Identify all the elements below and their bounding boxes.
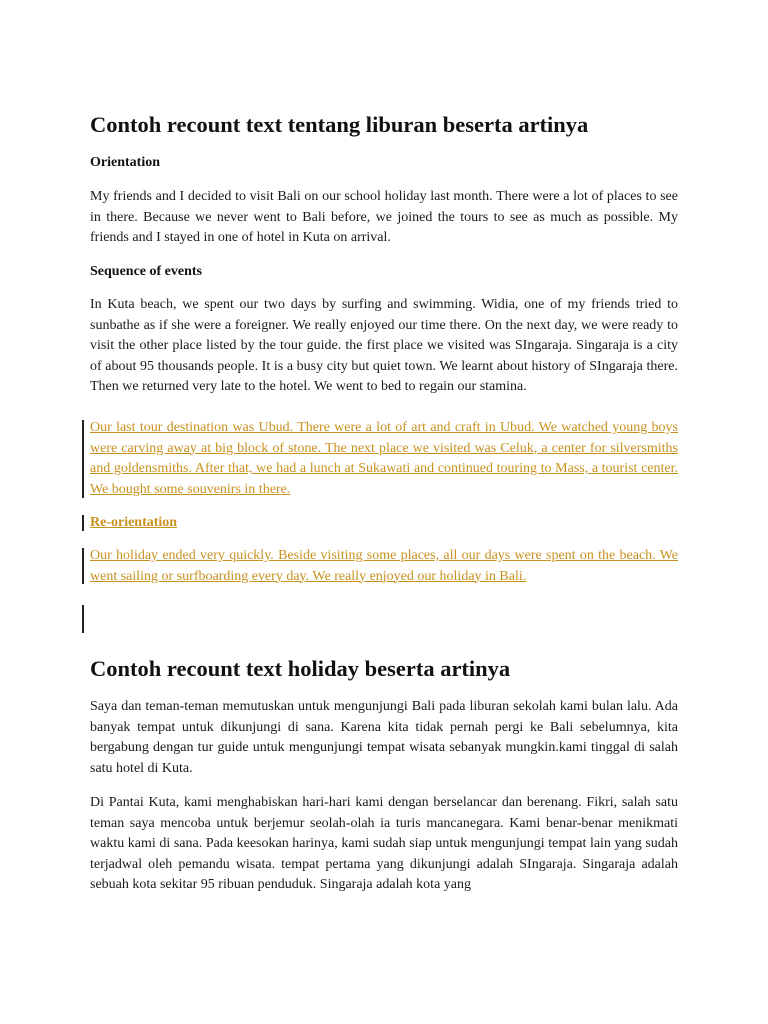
events-tracked-paragraph: Our last tour destination was Ubud. There were a lot of art and craft in Ubud. We watched young boys were carving away at big block of stone. The next place we visited was Celuk, a center for silversmiths and goldensmiths. After that, we had a lunch at Sukawati and continued touring to Mass, a tourist center. We bought some souvenirs in there. bbox=[90, 420, 678, 497]
section2-title: Contoh recount text holiday beserta artinya bbox=[90, 656, 511, 681]
change-bar-reorientation-text bbox=[82, 548, 84, 584]
orientation-heading: Orientation bbox=[90, 155, 160, 170]
events-paragraph: In Kuta beach, we spent our two days by surfing and swimming. Widia, one of my friends tried to sunbathe as if she were a foreigner. We really enjoyed our time there. On the next day, we were ready to visit the other place listed by the tour guide. the first place we visited was SIngaraja. Singaraja is a city of about 95 thousands people. It is a busy city but quiet town. We learnt about history of SIngaraja there. Then we returned very late to the hotel. We went to bed to regain our stamina. bbox=[90, 297, 678, 394]
section1-title: Contoh recount text tentang liburan beserta artinya bbox=[90, 112, 589, 137]
reorientation-paragraph: Our holiday ended very quickly. Beside visiting some places, all our days were spent on the beach. We went sailing or surfboarding every day. We really enjoyed our holiday in Bali. bbox=[90, 548, 678, 584]
change-bar-events bbox=[82, 420, 84, 498]
events-heading: Sequence of events bbox=[90, 264, 202, 279]
change-bar-reorientation-heading bbox=[82, 515, 84, 531]
indonesian-paragraph-1: Saya dan teman-teman memutuskan untuk mengunjungi Bali pada liburan sekolah kami bulan lalu. Ada banyak tempat untuk dikunjungi di sana. Karena kita tidak pernah pergi ke Bali sebelumnya, kita bergabung dengan tur guide untuk mengunjungi tempat wisata sebanyak mungkin.kami tinggal di salah satu hotel di Kuta. bbox=[90, 699, 678, 776]
reorientation-heading: Re-orientation bbox=[90, 515, 178, 530]
text-cursor bbox=[82, 605, 84, 633]
indonesian-paragraph-2: Di Pantai Kuta, kami menghabiskan hari-hari kami dengan berselancar dan berenang. Fikri, salah satu teman saya mencoba untuk berjemur seolah-olah ia turis mancanegara. Kami benar-benar menikmati waktu kami di sana. Pada keesokan harinya, kami sudah siap untuk mengunjungi tempat lain yang sudah terjadwal oleh pemandu wisata. tempat pertama yang dikunjungi adalah SIngaraja. Singaraja adalah sebuah kota sekitar 95 ribuan penduduk. Singaraja adalah kota yang bbox=[90, 795, 678, 892]
orientation-paragraph: My friends and I decided to visit Bali on our school holiday last month. There were a lot of places to see in there. Because we never went to Bali before, we joined the tours to see as much as possible. My friends and I stayed in one of hotel in Kuta on arrival. bbox=[90, 189, 678, 245]
